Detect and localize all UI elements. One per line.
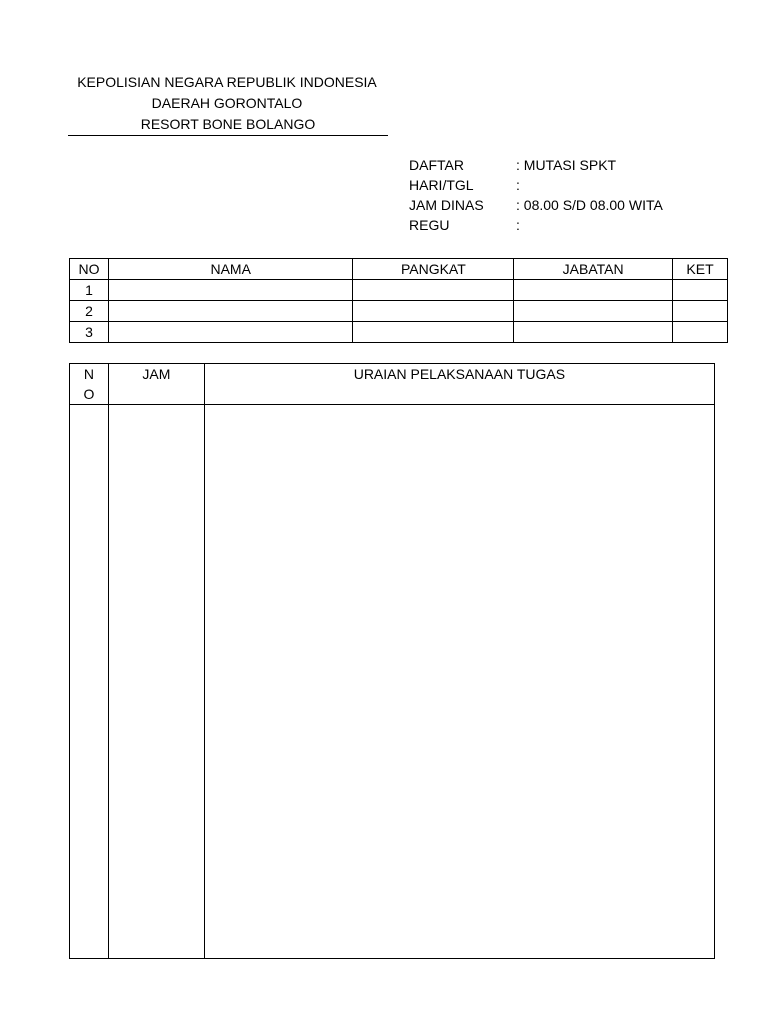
cell-nama bbox=[108, 322, 353, 343]
cell-uraian bbox=[204, 405, 714, 959]
cell-ket bbox=[673, 280, 728, 301]
cell-pangkat bbox=[353, 301, 514, 322]
column-header-no: NO bbox=[70, 259, 109, 280]
column-header-jam: JAM bbox=[108, 364, 204, 405]
table-row bbox=[70, 280, 728, 301]
header-institution: KEPOLISIAN NEGARA REPUBLIK INDONESIA bbox=[77, 74, 377, 90]
column-header-no bbox=[70, 364, 109, 405]
cell-jam bbox=[108, 405, 204, 959]
column-header-nama: NAMA bbox=[108, 259, 353, 280]
cell-jabatan bbox=[514, 280, 673, 301]
info-row-hari-tgl bbox=[409, 175, 663, 195]
info-block bbox=[409, 155, 663, 235]
column-header-jabatan: JABATAN bbox=[514, 259, 673, 280]
cell-no: 1 bbox=[70, 280, 109, 301]
column-header-no-line2: O bbox=[83, 386, 95, 402]
info-row-jam-dinas bbox=[409, 195, 663, 215]
column-header-uraian: URAIAN PELAKSANAAN TUGAS bbox=[204, 364, 714, 405]
cell-no: 2 bbox=[70, 301, 109, 322]
header-resort: RESORT BONE BOLANGO bbox=[68, 114, 388, 136]
duty-log-table bbox=[69, 363, 715, 959]
column-header-ket: KET bbox=[673, 259, 728, 280]
cell-nama bbox=[108, 301, 353, 322]
info-row-daftar bbox=[409, 155, 663, 175]
cell-ket bbox=[673, 322, 728, 343]
table-row bbox=[70, 405, 715, 959]
table-header-row bbox=[70, 364, 715, 405]
cell-jabatan bbox=[514, 301, 673, 322]
info-label: REGU bbox=[409, 217, 450, 233]
info-label: JAM DINAS bbox=[409, 197, 484, 213]
info-label: HARI/TGL bbox=[409, 177, 474, 193]
table-row bbox=[70, 322, 728, 343]
info-value: : bbox=[516, 177, 520, 193]
table-header-row bbox=[70, 259, 728, 280]
table-row bbox=[70, 301, 728, 322]
info-value: : bbox=[516, 217, 520, 233]
info-label: DAFTAR bbox=[409, 157, 464, 173]
personnel-table bbox=[69, 258, 728, 343]
info-value: : MUTASI SPKT bbox=[516, 157, 617, 173]
cell-pangkat bbox=[353, 322, 514, 343]
info-value: : 08.00 S/D 08.00 WITA bbox=[516, 197, 663, 213]
document-header bbox=[66, 72, 388, 136]
cell-jabatan bbox=[514, 322, 673, 343]
info-row-regu bbox=[409, 215, 663, 235]
cell-nama bbox=[108, 280, 353, 301]
cell-no: 3 bbox=[70, 322, 109, 343]
cell-pangkat bbox=[353, 280, 514, 301]
column-header-no-line1: N bbox=[83, 366, 95, 382]
cell-no bbox=[70, 405, 109, 959]
column-header-pangkat: PANGKAT bbox=[353, 259, 514, 280]
header-region: DAERAH GORONTALO bbox=[151, 95, 303, 111]
cell-ket bbox=[673, 301, 728, 322]
